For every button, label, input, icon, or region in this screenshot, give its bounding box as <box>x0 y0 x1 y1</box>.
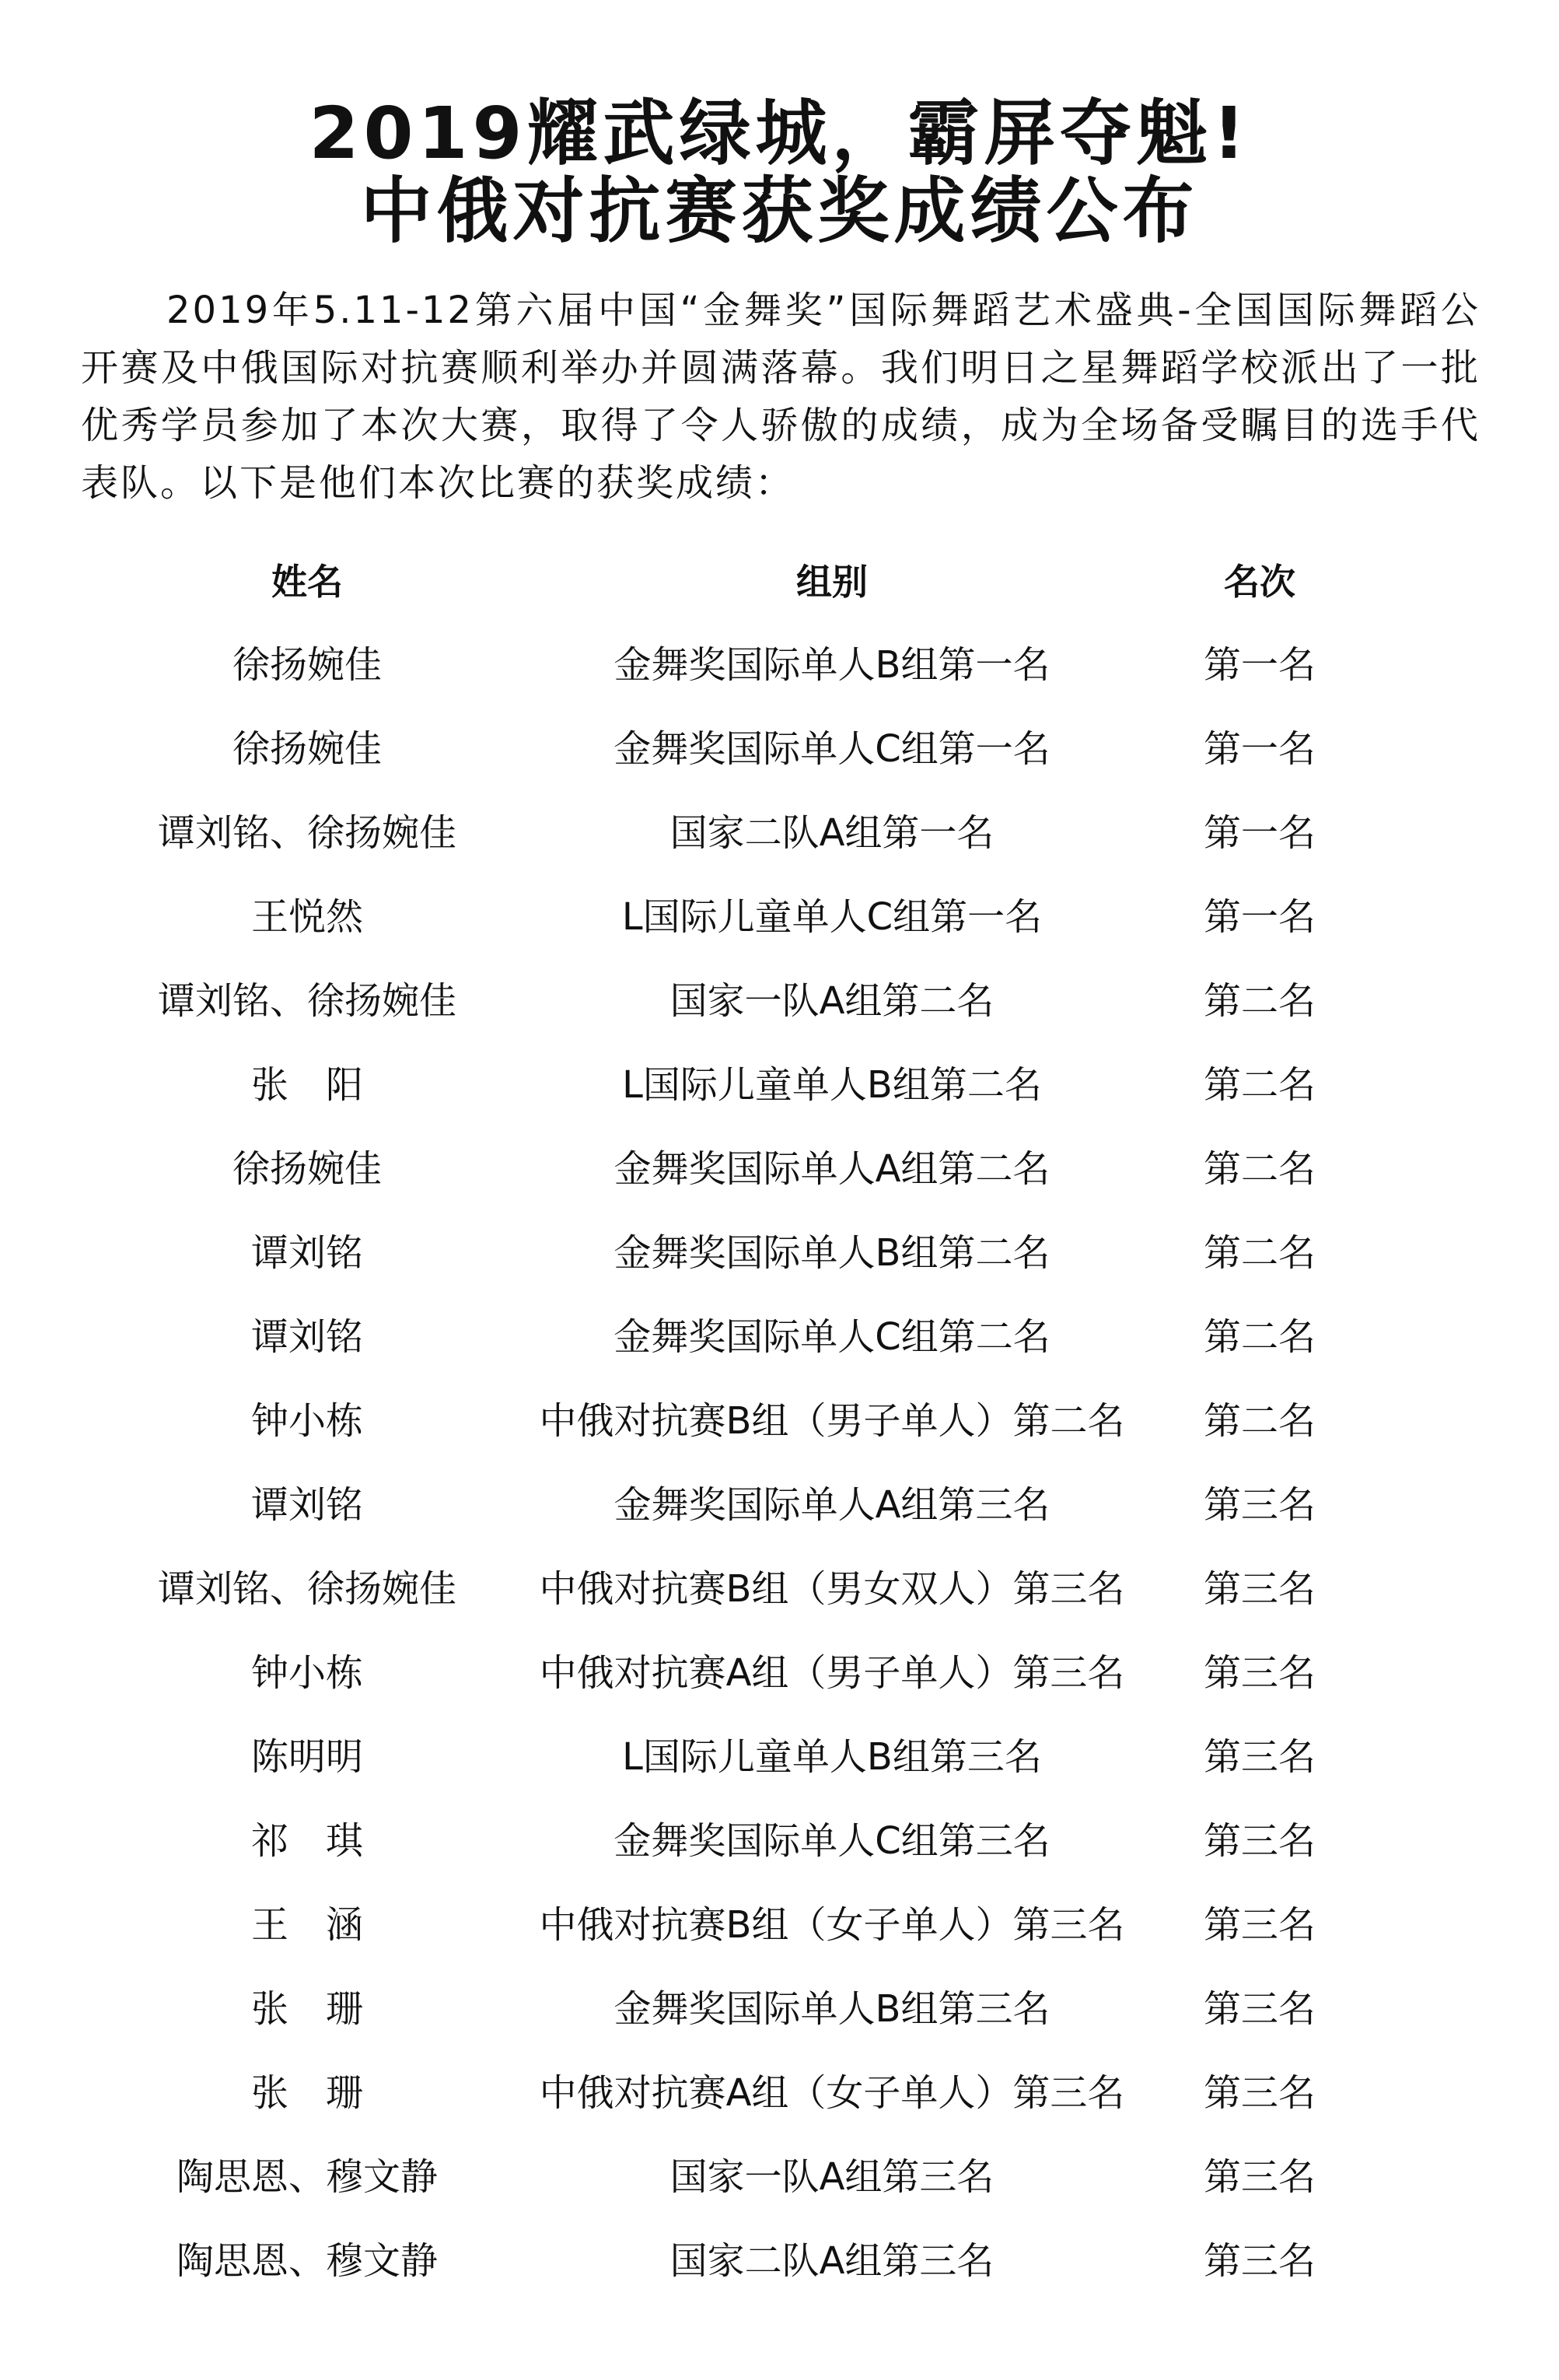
table-row <box>0 1039 1559 1123</box>
table-row <box>0 703 1559 787</box>
cell-name: 钟小栋 <box>250 1398 363 1443</box>
cell-group: 金舞奖国际单人B组第三名 <box>613 1986 1050 2031</box>
title-line-1: 2019耀武绿城，霸屏夺魁! <box>309 92 1250 175</box>
cell-name: 谭刘铭、徐扬婉佳 <box>157 1566 456 1611</box>
cell-group: 金舞奖国际单人C组第一名 <box>613 726 1050 771</box>
cell-rank: 第二名 <box>1203 978 1316 1023</box>
cell-rank: 第三名 <box>1203 1986 1316 2031</box>
cell-rank: 第三名 <box>1203 1734 1316 1779</box>
table-row <box>0 1291 1559 1375</box>
column-header-rank: 名次 <box>1224 561 1295 603</box>
table-row <box>0 955 1559 1039</box>
cell-rank: 第二名 <box>1203 1230 1316 1275</box>
table-row <box>0 1123 1559 1207</box>
table-row <box>0 1879 1559 1963</box>
table-row <box>0 2215 1559 2299</box>
cell-name: 徐扬婉佳 <box>232 726 382 771</box>
cell-name: 陈明明 <box>250 1734 363 1779</box>
cell-name: 徐扬婉佳 <box>232 1146 382 1191</box>
cell-group: 金舞奖国际单人C组第三名 <box>613 1818 1050 1863</box>
column-header-name: 姓名 <box>271 561 343 603</box>
cell-name: 王 涵 <box>250 1902 363 1947</box>
cell-rank: 第三名 <box>1203 2070 1316 2115</box>
cell-name: 钟小栋 <box>250 1650 363 1695</box>
cell-name: 谭刘铭 <box>250 1230 363 1275</box>
table-row <box>0 1375 1559 1459</box>
cell-rank: 第一名 <box>1203 894 1316 939</box>
cell-name: 陶思恩、穆文静 <box>176 2238 438 2283</box>
table-row <box>0 1543 1559 1627</box>
table-row <box>0 2047 1559 2131</box>
cell-group: 中俄对抗赛B组（男女双人）第三名 <box>539 1566 1125 1611</box>
column-header-group: 组别 <box>796 561 868 603</box>
cell-name: 张 珊 <box>250 1986 363 2031</box>
cell-rank: 第三名 <box>1203 1566 1316 1611</box>
cell-rank: 第一名 <box>1203 642 1316 687</box>
table-row <box>0 1627 1559 1711</box>
cell-rank: 第三名 <box>1203 1818 1316 1863</box>
cell-name: 徐扬婉佳 <box>232 642 382 687</box>
cell-group: L国际儿童单人C组第一名 <box>621 894 1043 939</box>
table-row <box>0 871 1559 955</box>
cell-rank: 第二名 <box>1203 1062 1316 1107</box>
cell-group: 国家二队A组第一名 <box>669 810 994 855</box>
cell-group: 金舞奖国际单人B组第一名 <box>613 642 1050 687</box>
table-row <box>0 1795 1559 1879</box>
intro-paragraph: 2019年5.11-12第六届中国“金舞奖”国际舞蹈艺术盛典-全国国际舞蹈公开赛及中俄国际对抗赛顺利举办并圆满落幕。我们明日之星舞蹈学校派出了一批优秀学员参加了本次大赛，取得了令人骄傲的成绩，成为全场备受瞩目的选手代表队。以下是他们本次比赛的获奖成绩： <box>81 289 1480 505</box>
cell-rank: 第三名 <box>1203 1482 1316 1527</box>
cell-group: 国家二队A组第三名 <box>669 2238 994 2283</box>
cell-rank: 第三名 <box>1203 2238 1316 2283</box>
cell-rank: 第一名 <box>1203 810 1316 855</box>
table-row <box>0 2131 1559 2215</box>
cell-group: L国际儿童单人B组第三名 <box>622 1734 1042 1779</box>
cell-group: 中俄对抗赛A组（男子单人）第三名 <box>539 1650 1125 1695</box>
cell-rank: 第一名 <box>1203 726 1316 771</box>
cell-rank: 第三名 <box>1203 1650 1316 1695</box>
cell-rank: 第三名 <box>1203 2154 1316 2199</box>
cell-group: 国家一队A组第二名 <box>669 978 994 1023</box>
cell-name: 谭刘铭 <box>250 1314 363 1359</box>
table-row <box>0 1711 1559 1795</box>
cell-name: 陶思恩、穆文静 <box>176 2154 438 2199</box>
cell-name: 谭刘铭、徐扬婉佳 <box>157 810 456 855</box>
cell-name: 谭刘铭、徐扬婉佳 <box>157 978 456 1023</box>
table-row <box>0 1207 1559 1291</box>
table-row <box>0 1963 1559 2047</box>
cell-group: 金舞奖国际单人A组第三名 <box>613 1482 1050 1527</box>
cell-rank: 第二名 <box>1203 1146 1316 1191</box>
results-table <box>0 540 1559 2299</box>
cell-rank: 第三名 <box>1203 1902 1316 1947</box>
table-header-row <box>0 540 1559 619</box>
cell-rank: 第二名 <box>1203 1398 1316 1443</box>
title-line-2: 中俄对抗赛获奖成绩公布 <box>360 170 1199 253</box>
cell-group: 国家一队A组第三名 <box>669 2154 994 2199</box>
table-row <box>0 1459 1559 1543</box>
cell-name: 祁 琪 <box>250 1818 363 1863</box>
table-row <box>0 787 1559 871</box>
cell-group: L国际儿童单人B组第二名 <box>622 1062 1042 1107</box>
cell-group: 金舞奖国际单人B组第二名 <box>613 1230 1050 1275</box>
cell-group: 金舞奖国际单人C组第二名 <box>613 1314 1050 1359</box>
cell-name: 谭刘铭 <box>250 1482 363 1527</box>
cell-name: 王悦然 <box>250 894 363 939</box>
cell-group: 中俄对抗赛B组（男子单人）第二名 <box>539 1398 1125 1443</box>
cell-group: 中俄对抗赛A组（女子单人）第三名 <box>539 2070 1125 2115</box>
cell-name: 张 珊 <box>250 2070 363 2115</box>
cell-group: 中俄对抗赛B组（女子单人）第三名 <box>539 1902 1125 1947</box>
cell-group: 金舞奖国际单人A组第二名 <box>613 1146 1050 1191</box>
table-row <box>0 619 1559 703</box>
cell-rank: 第二名 <box>1203 1314 1316 1359</box>
cell-name: 张 阳 <box>250 1062 363 1107</box>
